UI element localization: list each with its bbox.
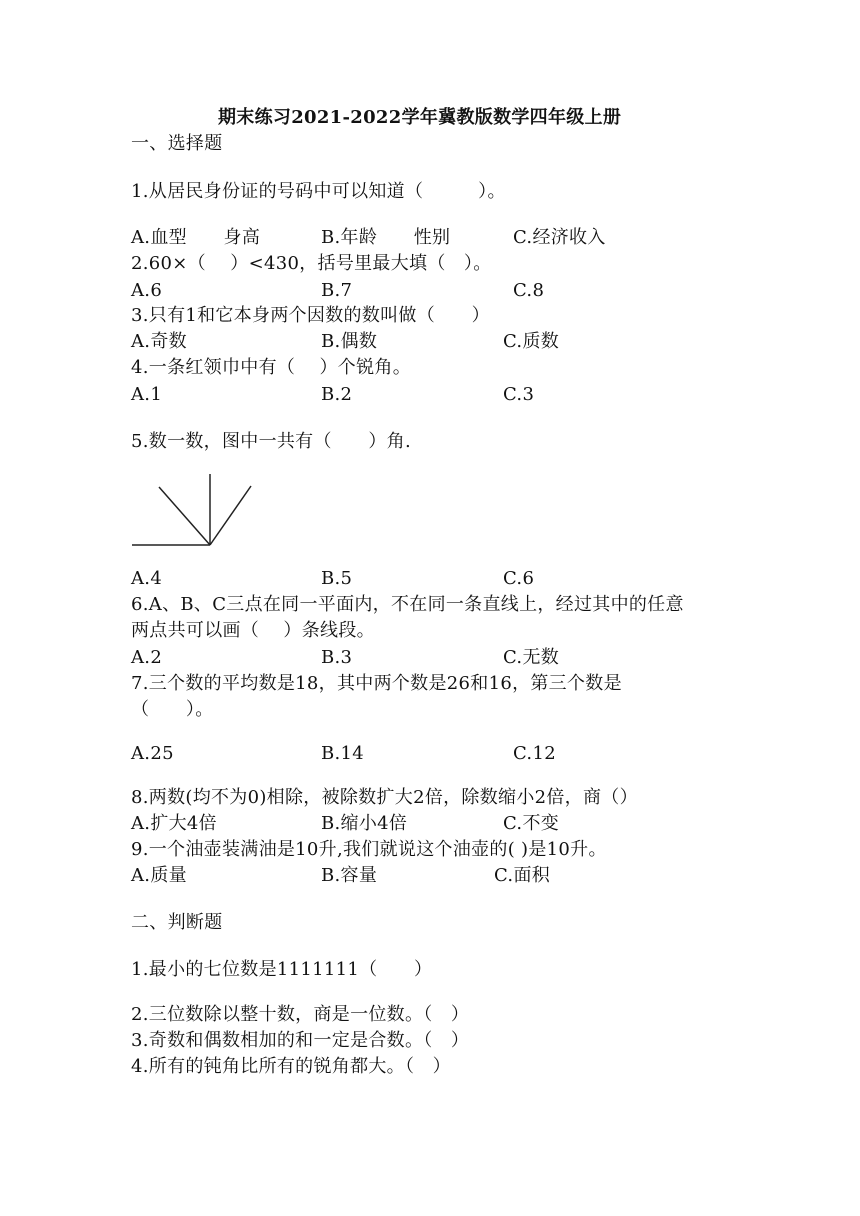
question-8-option-b: B.缩小4倍 — [321, 813, 408, 834]
question-1-option-b: B.年龄 性别 — [321, 227, 451, 248]
question-4-option-c: C.3 — [503, 384, 535, 405]
question-4-option-a: A.1 — [131, 384, 163, 405]
question-5-stem: 5.数一数，图中一共有（ ）角. — [131, 431, 411, 452]
question-3-option-b: B.偶数 — [321, 331, 378, 352]
question-6-option-b: B.3 — [321, 647, 353, 668]
question-5-option-a: A.4 — [131, 568, 163, 589]
section-heading-choice: 一、选择题 — [131, 133, 223, 154]
judgement-1: 1.最小的七位数是1111111（ ） — [131, 959, 433, 980]
question-2-option-c: C.8 — [513, 280, 545, 301]
question-9-option-b: B.容量 — [321, 865, 378, 886]
question-3-stem: 3.只有1和它本身两个因数的数叫做（ ） — [131, 305, 490, 326]
figure-ray-right — [210, 486, 251, 545]
question-4-option-b: B.2 — [321, 384, 353, 405]
question-8-option-c: C.不变 — [503, 813, 560, 834]
question-5-option-c: C.6 — [503, 568, 535, 589]
question-6-stem-line-1: 6.A、B、C三点在同一平面内，不在同一条直线上，经过其中的任意 — [131, 594, 684, 615]
question-6-stem-line-2: 两点共可以画（ ）条线段。 — [131, 620, 375, 641]
question-2-stem: 2.60×（ ）<430，括号里最大填（ ）。 — [131, 253, 492, 274]
question-3-option-c: C.质数 — [503, 331, 560, 352]
question-7-option-a: A.25 — [131, 743, 174, 764]
question-1-stem: 1.从居民身份证的号码中可以知道（ ）。 — [131, 181, 506, 202]
judgement-2: 2.三位数除以整十数，商是一位数。（ ） — [131, 1004, 470, 1025]
question-6-option-c: C.无数 — [503, 647, 560, 668]
question-1-option-a: A.血型 身高 — [131, 227, 261, 248]
judgement-4: 4.所有的钝角比所有的锐角都大。（ ） — [131, 1056, 451, 1077]
question-7-option-b: B.14 — [321, 743, 365, 764]
question-5-option-b: B.5 — [321, 568, 353, 589]
judgement-3: 3.奇数和偶数相加的和一定是合数。（ ） — [131, 1030, 470, 1051]
question-4-stem: 4.一条红领巾中有（ ）个锐角。 — [131, 357, 411, 378]
question-9-option-a: A.质量 — [131, 865, 187, 886]
page-title: 期末练习2021-2022学年冀教版数学四年级上册 — [218, 107, 622, 128]
question-7-stem-line-1: 7.三个数的平均数是18，其中两个数是26和16，第三个数是 — [131, 673, 622, 694]
question-3-option-a: A.奇数 — [131, 331, 187, 352]
question-1-option-c: C.经济收入 — [513, 227, 606, 248]
section-heading-judgement: 二、判断题 — [131, 912, 223, 933]
question-9-stem: 9.一个油壶装满油是10升,我们就说这个油壶的( )是10升。 — [131, 839, 607, 860]
question-9-option-c: C.面积 — [494, 865, 551, 886]
angle-figure — [130, 470, 260, 550]
question-8-stem: 8.两数(均不为0)相除，被除数扩大2倍，除数缩小2倍，商（） — [131, 787, 638, 808]
question-7-option-c: C.12 — [513, 743, 556, 764]
question-2-option-b: B.7 — [321, 280, 353, 301]
question-7-stem-line-2: （ ）。 — [131, 699, 214, 720]
question-6-option-a: A.2 — [131, 647, 163, 668]
question-2-option-a: A.6 — [131, 280, 163, 301]
figure-ray-left — [159, 487, 210, 545]
question-8-option-a: A.扩大4倍 — [131, 813, 217, 834]
